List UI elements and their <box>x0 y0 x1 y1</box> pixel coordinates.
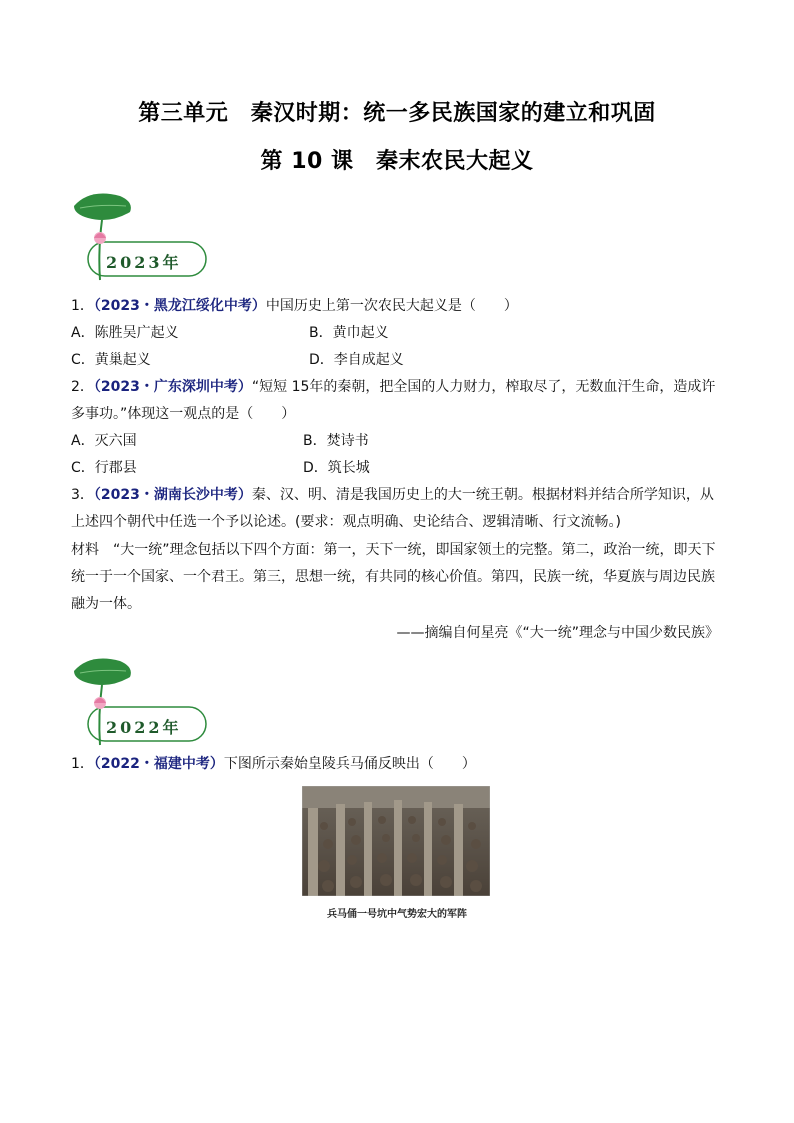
question-number: 1． <box>71 756 94 772</box>
option-c: C．行郡县 <box>71 460 137 476</box>
option-a: A．灭六国 <box>71 433 137 449</box>
option-a: A．陈胜吴广起义 <box>71 325 179 341</box>
question-source: （2023・黑龙江绥化中考） <box>93 298 266 314</box>
year-label: 2022年 <box>106 718 182 737</box>
option-d: D．筑长城 <box>303 460 370 476</box>
question-2022-1 <box>71 751 723 778</box>
year-label: 2023年 <box>106 253 182 272</box>
question-number: 2． <box>71 379 94 395</box>
material-text: 材料 “大一统”理念包括以下四个方面：第一，天下一统，即国家领土的完整。第二，政治一统，即天下统一于一个国家、一个君王。第三，思想一统，有共同的核心价值。第四，民族一统，华夏族与周边民族融为一体。 <box>71 542 716 612</box>
question-source: （2022・福建中考） <box>93 756 224 772</box>
figure-caption: 兵马俑一号坑中气势宏大的军阵 <box>327 909 467 920</box>
option-b: B．焚诗书 <box>303 433 369 449</box>
question-stem: 秦、汉、明、清是我国历史上的大一统王朝。根据材料并结合所学知识，从上述四个朝代中任选一个予以论述。(要求：观点明确、史论结合、逻辑清晰、行文流畅。) <box>71 487 714 530</box>
lesson-title: 第 10 课 秦末农民大起义 <box>260 149 534 174</box>
question-number: 1． <box>71 298 94 314</box>
question-stem: “短短 15年的秦朝，把全国的人力财力，榨取尽了，无数血汗生命，造成许多事功。”体现这一观点的是（ ） <box>71 379 716 422</box>
option-d: D．李自成起义 <box>309 352 404 368</box>
unit-title: 第三单元 秦汉时期：统一多民族国家的建立和巩固 <box>138 101 656 126</box>
question-stem: 中国历史上第一次农民大起义是（ ） <box>265 298 518 314</box>
terracotta-army-photo <box>302 786 490 896</box>
year-badge-2022 <box>70 655 220 747</box>
material-citation: ——摘编自何星亮《“大一统”理念与中国少数民族》 <box>396 625 719 641</box>
year-badge-2023 <box>70 190 220 282</box>
question-number: 3． <box>71 487 94 503</box>
question-2023-1 <box>71 293 723 320</box>
option-b: B．黄巾起义 <box>309 325 389 341</box>
question-source: （2023・广东深圳中考） <box>93 379 252 395</box>
question-stem: 下图所示秦始皇陵兵马俑反映出（ ） <box>223 756 476 772</box>
question-source: （2023・湖南长沙中考） <box>93 487 252 503</box>
question-2023-2 <box>71 374 723 428</box>
question-2023-3 <box>71 482 723 536</box>
option-c: C．黄巢起义 <box>71 352 151 368</box>
